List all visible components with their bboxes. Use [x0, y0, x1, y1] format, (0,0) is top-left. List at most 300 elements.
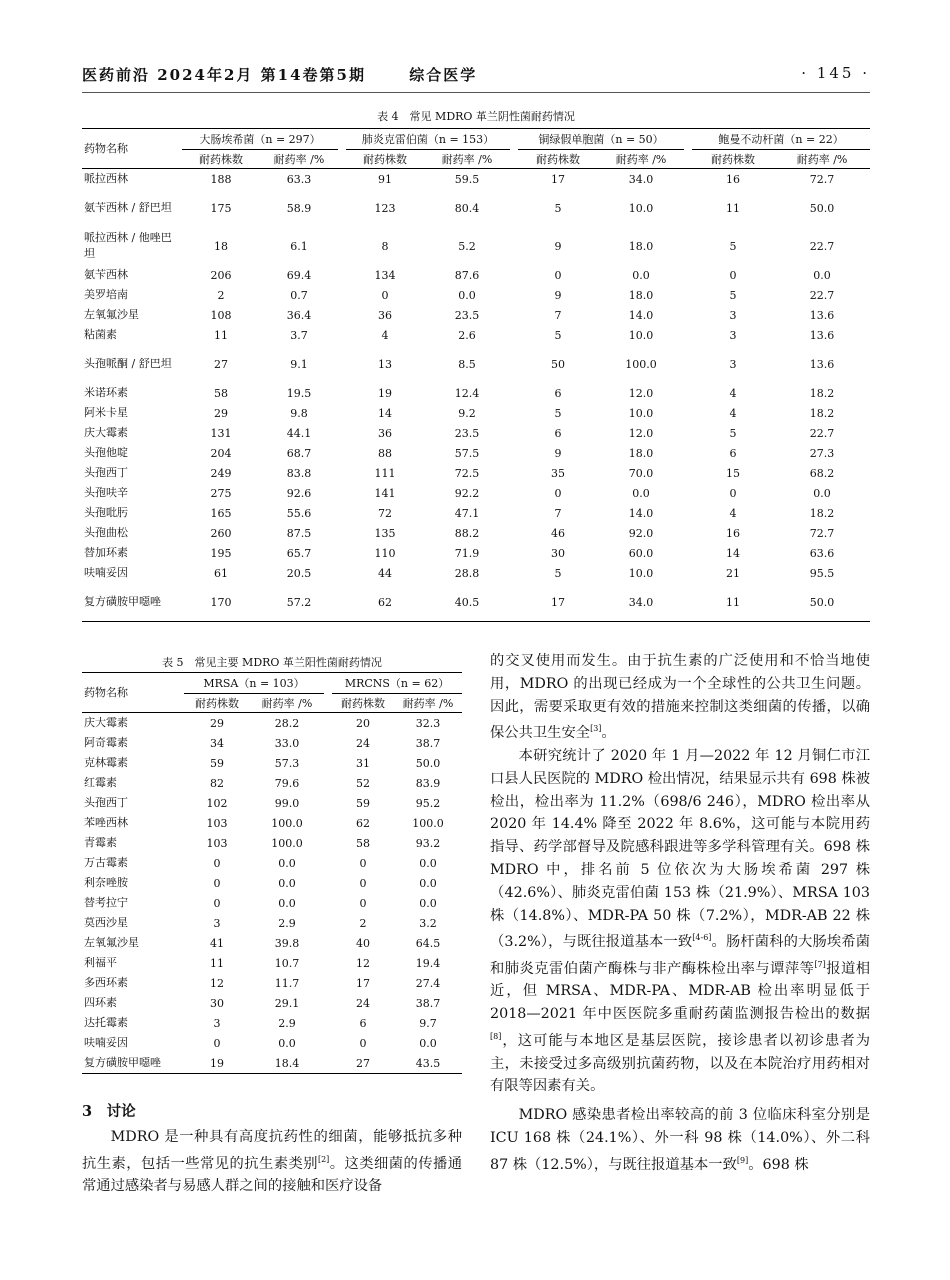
rate-cell: 9.2: [458, 406, 476, 420]
rate-cell: 10.0: [628, 406, 654, 420]
section-heading-discussion: 3 讨论: [82, 1103, 136, 1120]
table4-subheader-count: 耐药株数: [711, 153, 756, 166]
column-gap: [324, 813, 332, 833]
running-header: [82, 64, 870, 85]
rate-cell: 0.0: [278, 876, 296, 890]
count-cell: 188: [210, 172, 232, 186]
rate-cell: 23.5: [454, 308, 480, 322]
rate-cell: 9.1: [290, 357, 308, 371]
count-cell: 4: [729, 386, 737, 400]
table-row: [82, 443, 870, 463]
column-gap: [338, 169, 346, 190]
column-gap: [510, 169, 518, 190]
column-gap: [338, 227, 346, 265]
table4-body: [82, 169, 870, 622]
rate-cell: 36.4: [286, 308, 312, 322]
count-cell: 41: [210, 936, 224, 950]
drug-name-cell: 哌拉西林 / 他唑巴坦: [84, 231, 172, 260]
count-cell: 4: [381, 328, 389, 342]
count-cell: 5: [554, 201, 562, 215]
drug-name-cell: 万古霉素: [84, 856, 128, 869]
drug-name-cell: 头孢西丁: [84, 466, 128, 479]
rate-cell: 0.0: [278, 1036, 296, 1050]
column-gap: [338, 325, 346, 345]
right-paragraph-2: MDRO 感染患者检出率较高的前 3 位临床科室分别是 ICU 168 株（24.1%）、外一科 98 株（14.0%）、外二科 87 株（12.5%），与既往报道基本一致[9]。698 株: [490, 1107, 870, 1173]
count-cell: 14: [378, 406, 393, 420]
table5-body: [82, 713, 462, 1074]
count-cell: 204: [210, 446, 232, 460]
table-row: [82, 583, 870, 622]
column-gap: [510, 325, 518, 345]
rate-cell: 72.7: [809, 526, 835, 540]
rate-cell: 71.9: [454, 546, 480, 560]
rate-cell: 0.0: [458, 288, 476, 302]
count-cell: 12: [356, 956, 371, 970]
count-cell: 11: [726, 595, 741, 609]
table-row: [82, 189, 870, 227]
rate-cell: 27.3: [809, 446, 835, 460]
column-gap: [338, 523, 346, 543]
rate-cell: 28.2: [274, 716, 300, 730]
count-cell: 8: [381, 239, 389, 253]
drug-name-cell: 米诺环素: [84, 386, 128, 399]
table-row: [82, 993, 462, 1013]
column-gap: [510, 443, 518, 463]
count-cell: 6: [554, 386, 562, 400]
count-cell: 102: [206, 796, 228, 810]
count-cell: 0: [213, 876, 221, 890]
count-cell: 0: [213, 896, 221, 910]
rate-cell: 13.6: [809, 357, 835, 371]
rate-cell: 92.6: [286, 486, 312, 500]
rate-cell: 19.5: [286, 386, 312, 400]
column-gap: [338, 265, 346, 285]
count-cell: 3: [729, 308, 737, 322]
table5-group-mrsa: MRSA（n = 103）: [184, 673, 324, 694]
drug-name-cell: 氨苄西林 / 舒巴坦: [84, 201, 172, 214]
drug-name-cell: 呋喃妥因: [84, 1036, 128, 1049]
rate-cell: 0.0: [419, 896, 437, 910]
count-cell: 0: [381, 288, 389, 302]
rate-cell: 2.9: [278, 916, 296, 930]
rate-cell: 93.2: [415, 836, 441, 850]
table4-subheader-rate: 耐药率 /%: [796, 153, 848, 166]
drug-name-cell: 阿奇霉素: [84, 736, 128, 749]
count-cell: 21: [726, 566, 741, 580]
count-cell: 16: [726, 526, 741, 540]
table-row: [82, 713, 462, 734]
count-cell: 141: [374, 486, 396, 500]
rate-cell: 18.2: [809, 506, 835, 520]
count-cell: 19: [210, 1056, 224, 1070]
count-cell: 30: [551, 546, 566, 560]
drug-name-cell: 哌拉西林: [84, 172, 128, 185]
count-cell: 3: [729, 357, 737, 371]
count-cell: 0: [729, 486, 737, 500]
count-cell: 19: [378, 386, 393, 400]
table-row: [82, 913, 462, 933]
table-row: [82, 169, 870, 190]
rate-cell: 22.7: [809, 288, 835, 302]
drug-name-cell: 呋喃妥因: [84, 566, 128, 579]
count-cell: 17: [356, 976, 371, 990]
rate-cell: 50.0: [809, 595, 835, 609]
column-gap: [338, 563, 346, 583]
rate-cell: 0.0: [813, 486, 831, 500]
rate-cell: 11.7: [274, 976, 300, 990]
count-cell: 0: [359, 856, 367, 870]
drug-name-cell: 四环素: [84, 996, 117, 1009]
drug-name-cell: 美罗培南: [84, 288, 128, 301]
rate-cell: 0.0: [419, 856, 437, 870]
drug-name-cell: 头孢呋辛: [84, 486, 128, 499]
column-gap: [684, 325, 692, 345]
count-cell: 36: [378, 308, 393, 322]
drug-name-cell: 头孢吡肟: [84, 506, 128, 519]
table4-subheader-rate: 耐药率 /%: [615, 153, 667, 166]
count-cell: 175: [210, 201, 232, 215]
discussion-paragraph-1: MDRO 是一种具有高度抗药性的细菌，能够抵抗多种抗生素，包括一些常见的抗生素类别[2]。这类细菌的传播通常通过感染者与易感人群之间的接触和医疗设备: [82, 1129, 463, 1195]
column-gap: [324, 853, 332, 873]
column-gap: [324, 873, 332, 893]
count-cell: 0: [359, 896, 367, 910]
table-row: [82, 503, 870, 523]
rate-cell: 59.5: [454, 172, 480, 186]
column-gap: [338, 483, 346, 503]
column-gap: [510, 523, 518, 543]
rate-cell: 0.0: [278, 856, 296, 870]
count-cell: 9: [554, 239, 562, 253]
rate-cell: 38.7: [415, 996, 441, 1010]
table4-subheader-count: 耐药株数: [199, 153, 243, 166]
rate-cell: 0.7: [290, 288, 308, 302]
discussion-left-text: [82, 1126, 462, 1198]
column-gap: [510, 285, 518, 305]
table-row: [82, 325, 870, 345]
section-name: 综合医学: [409, 66, 478, 84]
table-row: [82, 265, 870, 285]
rate-cell: 12.0: [628, 386, 654, 400]
table4-subheader-rate: 耐药率 /%: [273, 153, 325, 166]
table-row: [82, 753, 462, 773]
drug-name-cell: 莫西沙星: [84, 916, 128, 929]
rate-cell: 87.6: [454, 268, 480, 282]
rate-cell: 18.0: [628, 446, 654, 460]
rate-cell: 20.5: [286, 566, 312, 580]
table5-caption: 表 5 常见主要 MDRO 革兰阳性菌耐药情况: [162, 656, 382, 669]
count-cell: 4: [729, 406, 737, 420]
rate-cell: 10.7: [274, 956, 300, 970]
right-paragraph-0: 的交叉使用而发生。由于抗生素的广泛使用和不恰当地使用，MDRO 的出现已经成为一个全球性的公共卫生问题。因此，需要采取更有效的措施来控制这类细菌的传播，以确保公共卫生安全[3]。: [490, 653, 870, 742]
count-cell: 110: [374, 546, 396, 560]
count-cell: 58: [356, 836, 371, 850]
column-gap: [338, 583, 346, 622]
rate-cell: 3.7: [290, 328, 308, 342]
rate-cell: 0.0: [632, 486, 650, 500]
rate-cell: 18.2: [809, 406, 835, 420]
table4-subheader-count: 耐药株数: [536, 153, 581, 166]
table-row: [82, 523, 870, 543]
column-gap: [324, 773, 332, 793]
rate-cell: 0.0: [419, 1036, 437, 1050]
column-gap: [324, 913, 332, 933]
drug-name-cell: 复方磺胺甲噁唑: [84, 1056, 161, 1069]
count-cell: 46: [551, 526, 566, 540]
drug-name-cell: 苯唑西林: [84, 816, 128, 829]
count-cell: 72: [378, 506, 393, 520]
count-cell: 18: [214, 239, 228, 253]
count-cell: 50: [551, 357, 566, 371]
count-cell: 134: [374, 268, 396, 282]
rate-cell: 95.5: [809, 566, 835, 580]
column-gap: [510, 423, 518, 443]
rate-cell: 12.0: [628, 426, 654, 440]
drug-name-cell: 头孢他啶: [84, 446, 128, 459]
citation: [4-6]: [692, 933, 712, 943]
column-gap: [510, 345, 518, 383]
column-gap: [684, 285, 692, 305]
table4: [82, 128, 870, 622]
column-gap: [684, 305, 692, 325]
column-gap: [324, 753, 332, 773]
rate-cell: 33.0: [274, 736, 300, 750]
rate-cell: 57.3: [274, 756, 300, 770]
count-cell: 13: [378, 357, 393, 371]
count-cell: 260: [210, 526, 232, 540]
table5-subheader-rate: 耐药率 /%: [261, 697, 313, 710]
count-cell: 103: [206, 836, 228, 850]
column-gap: [684, 383, 692, 403]
column-gap: [684, 265, 692, 285]
table-row: [82, 403, 870, 423]
right-paragraph-1: 本研究统计了 2020 年 1 月—2022 年 12 月铜仁市江口县人民医院的 MDRO 检出情况，结果显示共有 698 株被检出，检出率为 11.2%（698/6 246），MDRO 检出率从 2020 年 14.4% 降至 2022 年 8.6%，这可能与本院用药指导、药学部督导及院感科跟进等多学科管理有关。698 株 MDRO 中，排名前 5 位依次为大肠埃希菌 297 株（42.6%）、肺炎克雷伯菌 153 株（21.9%）、MRSA 103 株（14.8%）、MDR-PA 50 株（7.2%），MDR-AB 22 株（3.2%），与既往报道基本一致[4-6]。肠杆菌科的大肠埃希菌和肺炎克雷伯菌产酶株与非产酶株检出率与谭萍等[7]报道相近，但 MRSA、MDR-PA、MDR-AB 检出率明显低于 2018—2021 年中医医院多重耐药菌监测报告检出的数据[8]，这可能与本地区是基层医院，接诊患者以初诊患者为主，未接受过多高级别抗菌药物，以及在本院治疗用药相对有限等因素有关。: [490, 747, 871, 1095]
drug-name-cell: 利奈唑胺: [84, 876, 128, 889]
count-cell: 15: [726, 466, 741, 480]
table4-drug-header: 药物名称: [82, 129, 182, 169]
page-number: · 145 ·: [801, 64, 870, 82]
table-row: [82, 773, 462, 793]
count-cell: 249: [210, 466, 232, 480]
table4-group-ecoli: 大肠埃希菌（n = 297）: [182, 129, 338, 150]
count-cell: 62: [378, 595, 393, 609]
rate-cell: 43.5: [415, 1056, 441, 1070]
column-gap: [684, 345, 692, 383]
table5-drug-header: 药物名称: [82, 673, 184, 713]
count-cell: 2: [217, 288, 225, 302]
table5-group-mrcns: MRCNS（n = 62）: [332, 673, 462, 694]
column-gap: [324, 713, 332, 734]
count-cell: 165: [210, 506, 232, 520]
table-row: [82, 383, 870, 403]
rate-cell: 70.0: [628, 466, 654, 480]
count-cell: 59: [356, 796, 371, 810]
rate-cell: 0.0: [813, 268, 831, 282]
rate-cell: 13.6: [809, 328, 835, 342]
column-gap: [338, 403, 346, 423]
rate-cell: 63.6: [809, 546, 835, 560]
column-gap: [324, 953, 332, 973]
table4-group-kpn: 肺炎克雷伯菌（n = 153）: [346, 129, 510, 150]
drug-name-cell: 头孢西丁: [84, 796, 128, 809]
column-gap: [510, 383, 518, 403]
rate-cell: 99.0: [274, 796, 300, 810]
count-cell: 11: [726, 201, 741, 215]
column-gap: [510, 265, 518, 285]
drug-name-cell: 达托霉素: [84, 1016, 128, 1029]
rate-cell: 92.0: [628, 526, 654, 540]
table-row: [82, 463, 870, 483]
count-cell: 5: [554, 566, 562, 580]
rate-cell: 69.4: [286, 268, 312, 282]
count-cell: 5: [554, 406, 562, 420]
rate-cell: 5.2: [458, 239, 476, 253]
table-row: [82, 1033, 462, 1053]
drug-name-cell: 左氧氟沙星: [84, 936, 139, 949]
column-gap: [324, 793, 332, 813]
rate-cell: 58.9: [286, 201, 312, 215]
rate-cell: 39.8: [274, 936, 300, 950]
count-cell: 16: [726, 172, 741, 186]
drug-name-cell: 头孢曲松: [84, 526, 128, 539]
count-cell: 35: [551, 466, 566, 480]
journal-info: 医药前沿 2024年2月 第14卷第5期: [82, 66, 366, 84]
column-gap: [324, 733, 332, 753]
rate-cell: 68.7: [286, 446, 312, 460]
rate-cell: 83.9: [415, 776, 441, 790]
rate-cell: 8.5: [458, 357, 476, 371]
column-gap: [510, 305, 518, 325]
count-cell: 275: [210, 486, 232, 500]
count-cell: 17: [551, 172, 566, 186]
rate-cell: 29.1: [274, 996, 300, 1010]
rate-cell: 10.0: [628, 201, 654, 215]
count-cell: 6: [359, 1016, 367, 1030]
column-gap: [510, 503, 518, 523]
table-row: [82, 853, 462, 873]
column-gap: [338, 345, 346, 383]
table5-subheader-count: 耐药株数: [195, 697, 239, 710]
drug-name-cell: 庆大霉素: [84, 716, 128, 729]
count-cell: 5: [554, 328, 562, 342]
rate-cell: 40.5: [454, 595, 480, 609]
rate-cell: 18.2: [809, 386, 835, 400]
count-cell: 91: [378, 172, 393, 186]
rate-cell: 28.8: [454, 566, 480, 580]
count-cell: 88: [378, 446, 393, 460]
column-gap: [324, 1053, 332, 1074]
count-cell: 9: [554, 446, 562, 460]
table-row: [82, 543, 870, 563]
column-gap: [324, 833, 332, 853]
count-cell: 29: [210, 716, 224, 730]
count-cell: 59: [210, 756, 224, 770]
column-gap: [510, 403, 518, 423]
column-gap: [684, 483, 692, 503]
count-cell: 34: [210, 736, 224, 750]
column-gap: [684, 503, 692, 523]
count-cell: 111: [374, 466, 396, 480]
count-cell: 30: [210, 996, 224, 1010]
rate-cell: 88.2: [454, 526, 480, 540]
rate-cell: 65.7: [286, 546, 312, 560]
rate-cell: 22.7: [809, 239, 835, 253]
rate-cell: 68.2: [809, 466, 835, 480]
column-gap: [684, 523, 692, 543]
drug-name-cell: 粘菌素: [84, 328, 117, 341]
count-cell: 103: [206, 816, 228, 830]
count-cell: 24: [356, 736, 371, 750]
rate-cell: 72.7: [809, 172, 835, 186]
drug-name-cell: 庆大霉素: [84, 426, 128, 439]
column-gap: [510, 543, 518, 563]
table-row: [82, 305, 870, 325]
rate-cell: 14.0: [628, 308, 654, 322]
rate-cell: 47.1: [454, 506, 480, 520]
column-gap: [684, 403, 692, 423]
count-cell: 11: [214, 328, 228, 342]
rate-cell: 87.5: [286, 526, 312, 540]
column-gap: [510, 483, 518, 503]
column-gap: [684, 443, 692, 463]
count-cell: 6: [729, 446, 737, 460]
column-gap: [338, 423, 346, 443]
count-cell: 7: [554, 506, 562, 520]
rate-cell: 27.4: [415, 976, 441, 990]
rate-cell: 6.1: [290, 239, 308, 253]
table4-subheader-rate: 耐药率 /%: [441, 153, 493, 166]
rate-cell: 0.0: [278, 896, 296, 910]
rate-cell: 50.0: [415, 756, 441, 770]
drug-name-cell: 克林霉素: [84, 756, 128, 769]
column-gap: [338, 285, 346, 305]
count-cell: 14: [726, 546, 741, 560]
rate-cell: 3.2: [419, 916, 437, 930]
rate-cell: 19.4: [415, 956, 441, 970]
rate-cell: 100.0: [271, 836, 303, 850]
count-cell: 31: [356, 756, 371, 770]
table-row: [82, 953, 462, 973]
count-cell: 206: [210, 268, 232, 282]
drug-name-cell: 阿米卡星: [84, 406, 128, 419]
rate-cell: 100.0: [271, 816, 303, 830]
rate-cell: 60.0: [628, 546, 654, 560]
drug-name-cell: 头孢哌酮 / 舒巴坦: [84, 357, 172, 370]
drug-name-cell: 左氧氟沙星: [84, 308, 139, 321]
count-cell: 36: [378, 426, 393, 440]
count-cell: 3: [213, 916, 221, 930]
count-cell: 62: [356, 816, 371, 830]
right-column-text: [490, 650, 870, 1176]
column-gap: [510, 583, 518, 622]
rate-cell: 57.5: [454, 446, 480, 460]
column-gap: [338, 503, 346, 523]
table-row: [82, 345, 870, 383]
rate-cell: 100.0: [412, 816, 444, 830]
rate-cell: 64.5: [415, 936, 441, 950]
column-gap: [684, 463, 692, 483]
count-cell: 3: [213, 1016, 221, 1030]
column-gap: [684, 583, 692, 622]
column-gap: [510, 463, 518, 483]
rate-cell: 2.9: [278, 1016, 296, 1030]
column-gap: [324, 933, 332, 953]
column-gap: [324, 893, 332, 913]
column-gap: [684, 543, 692, 563]
count-cell: 0: [554, 486, 562, 500]
column-gap: [338, 383, 346, 403]
rate-cell: 44.1: [286, 426, 312, 440]
count-cell: 0: [359, 1036, 367, 1050]
